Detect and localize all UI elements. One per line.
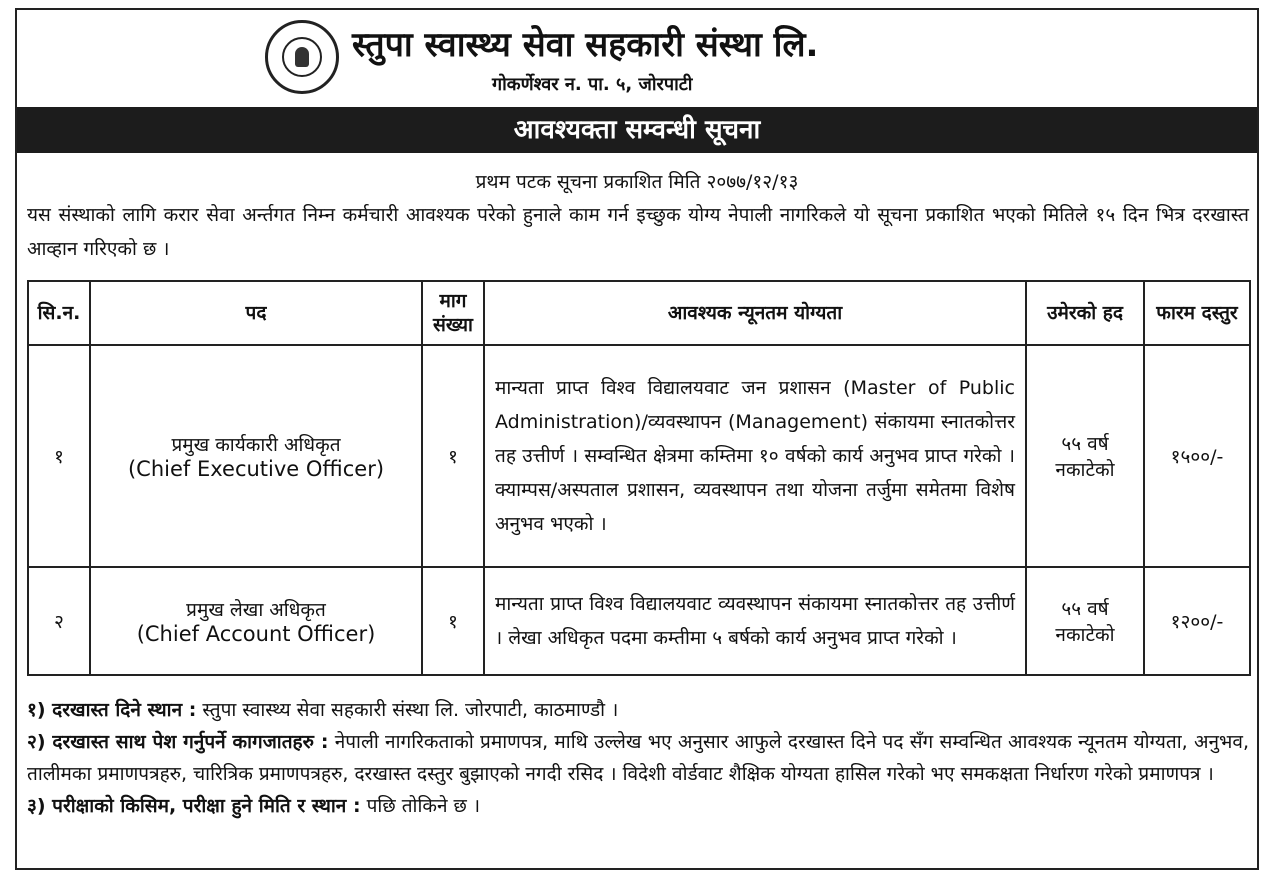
age-limit: ५५ वर्ष xyxy=(1061,598,1109,620)
header-fee: फारम दस्तुर xyxy=(1144,281,1250,345)
post-nepali: प्रमुख कार्यकारी अधिकृत xyxy=(171,434,341,456)
notice-frame xyxy=(15,8,1259,870)
vacancy-table xyxy=(27,280,1251,676)
note-text: पछि तोकिने छ । xyxy=(366,795,481,817)
age-limit-note: नकाटेको xyxy=(1055,459,1115,481)
cell-qualification: मान्यता प्राप्त विश्व विद्यालयवाट जन प्रशासन (Master of Public Administration)/व्यवस्थापन (Management) संकायमा स्नातकोत्तर तह उत्तीर्ण । सम्वन्धित क्षेत्रमा कम्तिमा १० वर्षको कार्य अनुभव प्राप्त गरेको । क्याम्पस/अस्पताल प्रशासन, व्यवस्थापन तथा योजना तर्जुमा समेतमा विशेष अनुभव भएको । xyxy=(484,345,1026,567)
cell-sn: २ xyxy=(28,567,90,675)
table-header-row xyxy=(28,281,1250,345)
cell-demand: १ xyxy=(422,567,484,675)
organization-address: गोकर्णेश्वर न. पा. ५, जोरपाटी xyxy=(492,74,693,95)
note-item xyxy=(27,694,1249,726)
age-limit: ५५ वर्ष xyxy=(1061,433,1109,455)
intro-paragraph: यस संस्थाको लागि करार सेवा अर्न्तगत निम्न कर्मचारी आवश्यक परेको हुनाले काम गर्न इच्छुक योग्य नेपाली नागरिकले यो सूचना प्रकाशित भएको मितिले १५ दिन भित्र दरखास्त आव्हान गरिएको छ । xyxy=(27,204,1249,260)
cell-post xyxy=(90,345,422,567)
publication-date-line: प्रथम पटक सूचना प्रकाशित मिति २०७७/१२/१३ xyxy=(475,171,799,193)
note-item xyxy=(27,790,1249,822)
note-text: स्तुपा स्वास्थ्य सेवा सहकारी संस्था लि. जोरपाटी, काठमाण्डौ । xyxy=(202,699,619,721)
post-english: (Chief Account Officer) xyxy=(136,622,376,646)
cell-fee: १५००/- xyxy=(1144,345,1250,567)
note-text: नेपाली नागरिकताको प्रमाणपत्र, माथि उल्लेख भए अनुसार आफुले दरखास्त दिने पद सँग सम्वन्धित आवश्यक न्यूनतम योग्यता, अनुभव, तालीमका प्रमाणपत्रहरु, चारित्रिक प्रमाणपत्रहरु, दरखास्त दस्तुर बुझाएको नगदी रसिद । विदेशी वोर्डवाट शैक्षिक योग्यता हासिल गरेको भए समकक्षता निर्धारण गरेको प्रमाणपत्र । xyxy=(27,731,1249,785)
header-demand: माग संख्या xyxy=(422,281,484,345)
notice-header xyxy=(17,10,1257,105)
organization-seal-icon xyxy=(265,20,339,94)
cell-post xyxy=(90,567,422,675)
age-limit-note: नकाटेको xyxy=(1055,624,1115,646)
cell-fee: १२००/- xyxy=(1144,567,1250,675)
cell-sn: १ xyxy=(28,345,90,567)
seal-inner-ring xyxy=(282,37,322,77)
header-sn: सि.न. xyxy=(28,281,90,345)
post-nepali: प्रमुख लेखा अधिकृत xyxy=(186,599,326,621)
buddha-figure-icon xyxy=(295,47,309,67)
cell-age xyxy=(1026,567,1144,675)
header-qualification: आवश्यक न्यूनतम योग्यता xyxy=(484,281,1026,345)
cell-demand: १ xyxy=(422,345,484,567)
notes-section xyxy=(27,694,1249,822)
table-row xyxy=(28,345,1250,567)
note-label: ३) परीक्षाको किसिम, परीक्षा हुने मिति र स्थान : xyxy=(27,795,361,817)
cell-age xyxy=(1026,345,1144,567)
notice-title-banner: आवश्यक्ता सम्वन्धी सूचना xyxy=(17,107,1257,153)
cell-qualification: मान्यता प्राप्त विश्व विद्यालयवाट व्यवस्थापन संकायमा स्नातकोत्तर तह उत्तीर्ण । लेखा अधिकृत पदमा कम्तीमा ५ बर्षको कार्य अनुभव प्राप्त गरेको । xyxy=(484,567,1026,675)
header-age: उमेरको हद xyxy=(1026,281,1144,345)
note-label: १) दरखास्त दिने स्थान : xyxy=(27,699,197,721)
post-english: (Chief Executive Officer) xyxy=(127,457,385,481)
header-post: पद xyxy=(90,281,422,345)
note-label: २) दरखास्त साथ पेश गर्नुपर्ने कागजातहरु : xyxy=(27,731,329,753)
organization-name: स्तुपा स्वास्थ्य सेवा सहकारी संस्था लि. xyxy=(352,25,819,65)
note-item xyxy=(27,726,1249,790)
table-row xyxy=(28,567,1250,675)
